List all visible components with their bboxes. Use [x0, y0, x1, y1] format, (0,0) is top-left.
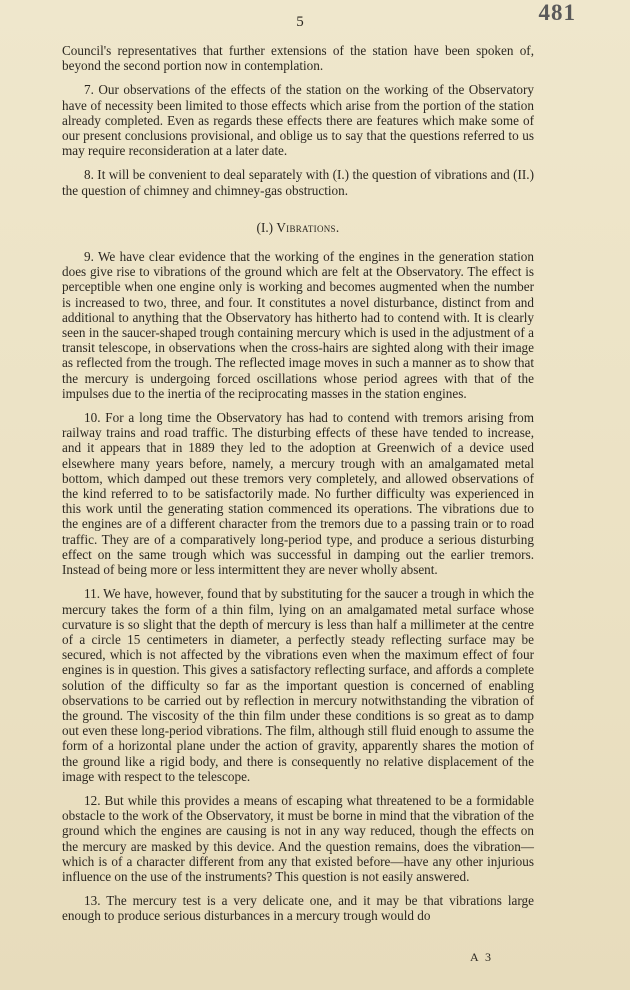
- document-body: [62, 43, 534, 933]
- paragraph-8: 8. It will be convenient to deal separately with (I.) the question of vibrations and (II.) the question of chimney and chimney-gas obstruction.: [62, 167, 534, 198]
- folio-number: 481: [538, 0, 576, 25]
- printer-signature-mark: A 3: [470, 950, 494, 964]
- paragraph-10: 10. For a long time the Observatory has had to contend with tremors arising from railway trains and road traffic. The disturbing effects of these have tended to increase, and it appears that in 1889 they led to the adoption at Greenwich of a device used elsewhere many years before, namely, a mercury trough with an amalgamated metal bottom, which damped out these tremors very completely, and allowed observations of the kind referred to to be satisfactorily made. No further difficulty was experienced in this work until the generating station commenced its operations. The vibrations due to the engines are of a different character from the tremors due to a passing train or to road traffic. They are of a comparatively long-period type, and produce a serious disturbing effect on the same trough which was successful in damping out the earlier tremors. Instead of being more or less intermittent they are never wholly absent.: [62, 410, 534, 578]
- paragraph-13: 13. The mercury test is a very delicate one, and it may be that vibrations large enough to produce serious disturbances in a mercury trough would do: [62, 893, 534, 924]
- paragraph-11: 11. We have, however, found that by substituting for the saucer a trough in which the mercury takes the form of a thin film, lying on an amalgamated metal surface whose curvature is so slight that the depth of mercury is less than half a millimeter at the centre of a circle 15 centimeters in diameter, a perfectly steady reflecting surface may be secured, which is not affected by the vibrations even when the maximum effect of four engines is in question. This gives a satisfactory reflecting surface, and affords a complete solution of the difficulty so far as the important question is concerned of enabling observations to be carried out by reflection in mercury notwithstanding the vibration of the ground. The viscosity of the thin film under these conditions is so great as to damp out even these long-period vibrations. The film, although still fluid enough to assume the form of a horizontal plane under the action of gravity, apparently shares the motion of the ground like a rigid body, and there is consequently no relative displacement of the image with respect to the telescope.: [62, 586, 534, 784]
- paragraph-12: 12. But while this provides a means of escaping what threatened to be a formidable obstacle to the work of the Observatory, it must be borne in mind that the vibration of the ground which the engines are causing is not in any way reduced, though the effects on the mercury are masked by this device. And the question remains, does the vibration—which is of a character different from any that existed before—have any other injurious influence on the use of the instruments? This question is not easily answered.: [62, 792, 534, 884]
- section-title: Vibrations.: [276, 219, 340, 235]
- paragraph-continued: Council's representatives that further extensions of the station have been spoken of, beyond the second portion now in contemplation.: [62, 43, 534, 74]
- page-number: 5: [296, 14, 304, 30]
- paragraph-7: 7. Our observations of the effects of the station on the working of the Observatory have of necessity been limited to those effects which arise from the portion of the station already completed. Even as regards these effects there are features which make some of our present conclusions provisional, and oblige us to say that the questions referred to us may require reconsideration at a later date.: [62, 82, 534, 159]
- paragraph-9: 9. We have clear evidence that the working of the engines in the generation station does give rise to vibrations of the ground which are felt at the Observatory. The effect is perceptible when one engine only is working and becomes augmented when the number is increased to two, three, and four. It constitutes a novel disturbance, distinct from and additional to anything that the Observatory has hitherto had to contend with. It is clearly seen in the saucer-shaped trough containing mercury which is used in the adjustment of a transit telescope, in observations when the cross-hairs are sighted along with their image as reflected from the trough. The reflected image moves in such a manner as to show that the mercury is undergoing forced oscillations whose period agrees with that of the impulses due to the inertia of the reciprocating masses in the station engines.: [62, 249, 534, 401]
- section-heading: [62, 220, 534, 235]
- section-numeral: (I.): [256, 219, 274, 235]
